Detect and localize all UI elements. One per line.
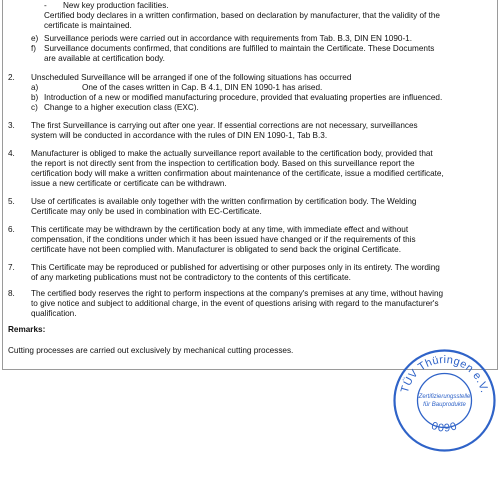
item-f-line-2: are available at certification body. xyxy=(44,54,165,63)
cert-confirmation-line-1: Certified body declares in a written confirmation, based on declaration by manufacturer, that the validity of the xyxy=(44,11,440,20)
cert-confirmation-line-2: certificate is maintained. xyxy=(44,21,132,30)
item-4-line-2: the report is not directly sent from the inspection to certification body. Based on this surveillance report the xyxy=(31,159,415,168)
item-e-marker: e) xyxy=(31,34,39,43)
item-6-line-1: This certificate may be withdrawn by the certification body at any time, with immediate effect and without xyxy=(31,225,409,234)
item-e-text: Surveillance periods were carried out in accordance with requirements from Tab. B.3, DIN EN 1090-1. xyxy=(44,34,413,43)
item-6-line-2: compensation, if the conditions under which it has been issued have changed or if the requirements of this xyxy=(31,235,416,244)
item-3-line-1: The first Surveillance is carrying out after one year. If essential corrections are not necessary, surveillances xyxy=(31,121,418,130)
item-5-number: 5. xyxy=(8,197,15,206)
tuv-stamp xyxy=(392,348,497,453)
item-6-line-3: certificate have not been complied with. Manufacturer is obligated to send back the original Certificate. xyxy=(31,245,402,254)
remarks-heading: Remarks: xyxy=(8,325,46,334)
item-4-line-3: certification body will make a written confirmation about maintenance of the certificate, issue a modified certificate, xyxy=(31,169,444,178)
item-4-line-4: issue a new certificate or certificate can be withdrawn. xyxy=(31,179,227,188)
item-2c-text: Change to a higher execution class (EXC). xyxy=(44,103,199,112)
tuv-stamp-graphic xyxy=(392,348,497,453)
item-2a-text: One of the cases written in Cap. B 4.1, DIN EN 1090-1 has arised. xyxy=(82,83,323,92)
stamp-number: 0090 xyxy=(429,419,460,435)
remarks-text: Cutting processes are carried out exclusively by mechanical cutting processes. xyxy=(8,346,294,355)
stamp-inner-line-1: Zertifizierungsstelle xyxy=(418,394,471,400)
key-production-text: New key production facilities. xyxy=(63,1,169,10)
item-4-number: 4. xyxy=(8,149,15,158)
item-7-line-2: of any marketing publications must not be contradictory to the contents of this certificate. xyxy=(31,273,351,282)
item-4-line-1: Manufacturer is obliged to make the actually surveillance report available to the certification body, provided that xyxy=(31,149,433,158)
item-3-number: 3. xyxy=(8,121,15,130)
dash-marker: - xyxy=(44,1,47,10)
stamp-outer-text: TÜV Thüringen e.V. xyxy=(398,353,491,395)
item-8-number: 8. xyxy=(8,289,15,298)
item-3-line-2: system will be conducted in accordance with the rules of DIN EN 1090-1, Tab B.3. xyxy=(31,131,328,140)
item-2a-marker: a) xyxy=(31,83,39,92)
frame-right-border xyxy=(497,0,498,370)
stamp-inner-ring xyxy=(418,374,472,428)
item-8-line-2: to give notice and subject to additional charge, in the event of questions arising with regard to the manufacturer's xyxy=(31,299,439,308)
item-8-line-3: qualification. xyxy=(31,309,77,318)
item-5-line-2: Certificate may only be used in combination with EC-Certificate. xyxy=(31,207,262,216)
item-8-line-1: The certified body reserves the right to perform inspections at the company's premises at any time, without having xyxy=(31,289,444,298)
item-5-line-1: Use of certificates is available only together with the written confirmation by certification body. The Welding xyxy=(31,197,417,206)
item-6-number: 6. xyxy=(8,225,15,234)
item-2b-marker: b) xyxy=(31,93,39,102)
item-2c-marker: c) xyxy=(31,103,38,112)
stamp-inner-line-2: für Bauprodukte xyxy=(423,402,466,408)
item-f-line-1: Surveillance documents confirmed, that conditions are fulfilled to maintain the Certificate. These Documents xyxy=(44,44,435,53)
item-2b-text: Introduction of a new or modified manufacturing procedure, provided that evaluating properties are influenced. xyxy=(44,93,443,102)
item-f-marker: f) xyxy=(31,44,37,53)
item-7-line-1: This Certificate may be reproduced or published for advertising or other purposes only in its entirety. The wording xyxy=(31,263,440,272)
item-2-number: 2. xyxy=(8,73,15,82)
item-7-number: 7. xyxy=(8,263,15,272)
item-2-line-1: Unscheduled Surveillance will be arranged if one of the following situations has occurred xyxy=(31,73,352,82)
frame-left-border xyxy=(2,0,3,370)
